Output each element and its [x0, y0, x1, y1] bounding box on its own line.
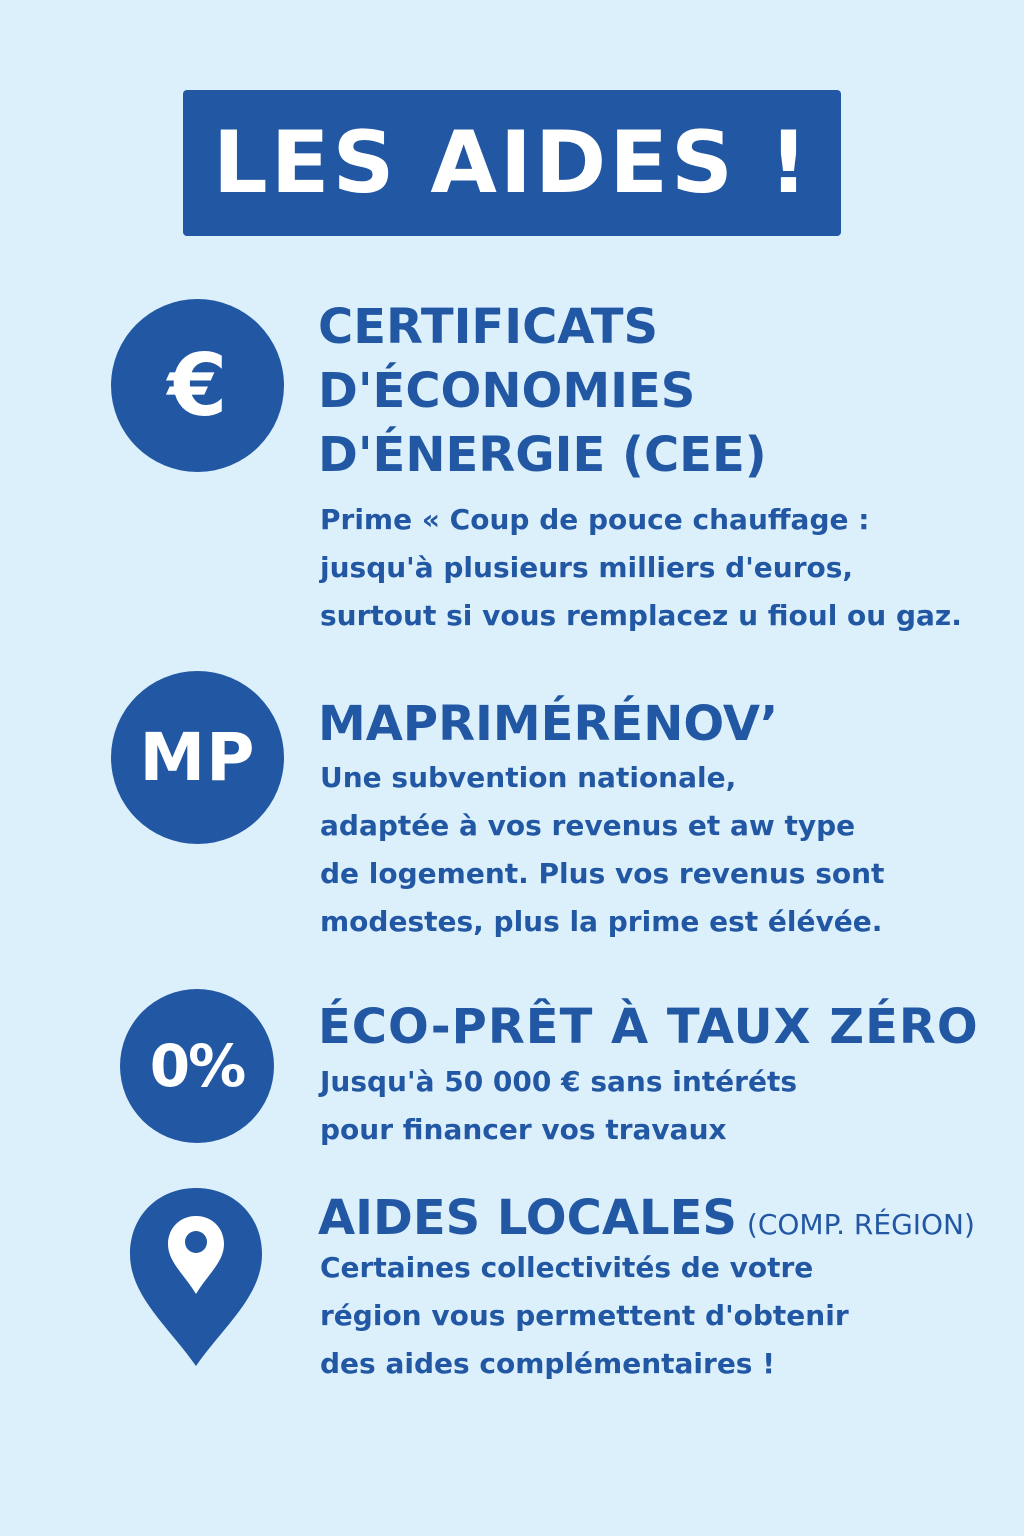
section-title-line: CERTIFICATS	[318, 299, 659, 355]
location-pin-icon	[128, 1186, 264, 1368]
title-banner	[183, 90, 841, 236]
section-text-line: modestes, plus la prime est élévée.	[320, 905, 883, 938]
section-text-line: pour financer vos travaux	[320, 1113, 727, 1146]
section-text-line: Prime « Coup de pouce chauffage :	[320, 503, 870, 536]
section-title-cee	[318, 295, 767, 487]
section-text-eco-pret	[320, 1058, 797, 1154]
section-title-maprimerenov	[318, 692, 778, 756]
section-text-line: des aides complémentaires !	[320, 1347, 775, 1380]
section-title-line: ÉCO-PRÊT À TAUX ZÉRO	[318, 999, 979, 1055]
mp-icon: MP	[111, 671, 284, 844]
section-title-main: AIDES LOCALES	[318, 1190, 737, 1246]
section-text-line: Certaines collectivités de votre	[320, 1251, 814, 1284]
section-title-line: MAPRIMÉRÉNOV’	[318, 696, 779, 752]
section-title-line: D'ÉNERGIE (CEE)	[318, 427, 767, 483]
section-text-line: jusqu'à plusieurs milliers d'euros,	[320, 551, 854, 584]
section-text-line: surtout si vous remplacez u fioul ou gaz.	[320, 599, 962, 632]
section-title-sub: (COMP. RÉGION)	[746, 1208, 975, 1241]
section-text-line: région vous permettent d'obtenir	[320, 1299, 849, 1332]
section-text-aides-locales	[320, 1244, 849, 1388]
section-title-eco-pret	[318, 995, 979, 1059]
section-text-line: Une subvention nationale,	[320, 761, 737, 794]
section-text-maprimerenov	[320, 754, 884, 946]
section-title-line: D'ÉCONOMIES	[318, 363, 696, 419]
percent-icon: 0%	[120, 989, 274, 1143]
section-text-cee	[320, 496, 962, 640]
euro-icon: €	[111, 299, 284, 472]
section-text-line: adaptée à vos revenus et aw type	[320, 809, 856, 842]
section-text-line: de logement. Plus vos revenus sont	[320, 857, 885, 890]
page-title: LES AIDES !	[212, 113, 812, 213]
section-text-line: Jusqu'à 50 000 € sans intéréts	[320, 1065, 798, 1098]
